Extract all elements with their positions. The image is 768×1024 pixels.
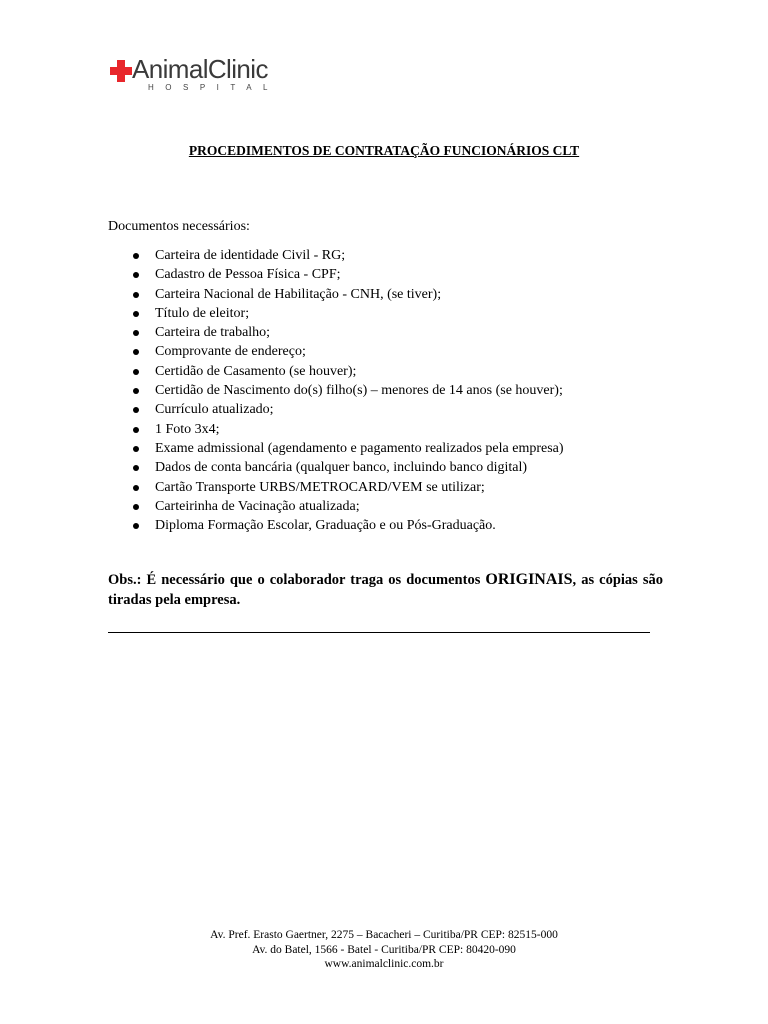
bullet-icon: [133, 272, 139, 278]
animalclinic-logo: [108, 56, 288, 96]
logo-subtitle: HOSPITAL: [148, 83, 279, 92]
bullet-icon: [133, 292, 139, 298]
bullet-icon: [133, 349, 139, 355]
list-item-text: Exame admissional (agendamento e pagamento realizados pela empresa): [155, 440, 564, 456]
list-item-text: Currículo atualizado;: [155, 402, 274, 418]
footer-address-bacacheri: Av. Pref. Erasto Gaertner, 2275 – Bacacheri – Curitiba/PR CEP: 82515-000: [210, 929, 558, 941]
list-item-text: Certidão de Nascimento do(s) filho(s) – menores de 14 anos (se houver);: [155, 383, 563, 399]
list-item-text: Carteira de identidade Civil - RG;: [155, 248, 346, 263]
list-item-text: Título de eleitor;: [155, 305, 250, 321]
list-item: [108, 246, 564, 265]
list-item: [108, 362, 564, 381]
page-footer: [0, 928, 768, 972]
bullet-icon: [133, 388, 139, 394]
list-item: [108, 478, 564, 497]
list-item-text: Carteirinha de Vacinação atualizada;: [155, 498, 360, 514]
list-item: [108, 265, 564, 284]
list-item-text: 1 Foto 3x4;: [155, 421, 220, 437]
list-item: [108, 304, 564, 323]
list-item-text: Diploma Formação Escolar, Graduação e ou Pós-Graduação.: [155, 518, 496, 534]
bullet-icon: [133, 446, 139, 452]
list-item: [108, 381, 564, 400]
list-item-text: Cadastro de Pessoa Física - CPF;: [155, 267, 341, 283]
document-title: PROCEDIMENTOS DE CONTRATAÇÃO FUNCIONÁRIOS CLT: [188, 143, 580, 158]
originals-note: [108, 570, 663, 610]
list-item-text: Cartão Transporte URBS/METROCARD/VEM se utilizar;: [155, 479, 485, 495]
note-text-start: Obs.: É necessário que o colaborador traga os documentos: [108, 572, 486, 588]
list-item-text: Certidão de Casamento (se houver);: [155, 363, 357, 379]
bullet-icon: [133, 485, 139, 491]
list-item-text: Dados de conta bancária (qualquer banco, incluindo banco digital): [155, 460, 528, 476]
note-emphasis: ORIGINAIS: [485, 571, 573, 588]
bullet-icon: [133, 523, 139, 529]
list-item: [108, 420, 564, 439]
bullet-icon: [133, 253, 139, 259]
bullet-icon: [133, 504, 139, 510]
bullet-icon: [133, 407, 139, 413]
list-item: [108, 458, 564, 477]
footer-website: www.animalclinic.com.br: [324, 958, 444, 970]
horizontal-divider: [108, 632, 650, 633]
list-item: [108, 400, 564, 419]
list-item: [108, 439, 564, 458]
list-item: [108, 516, 564, 535]
footer-address-batel: Av. do Batel, 1566 - Batel - Curitiba/PR CEP: 80420-090: [252, 943, 516, 956]
bullet-icon: [133, 311, 139, 317]
bullet-icon: [133, 465, 139, 471]
bullet-icon: [133, 369, 139, 375]
list-item: [108, 497, 564, 516]
list-item-text: Carteira Nacional de Habilitação - CNH, (se tiver);: [155, 286, 442, 302]
red-cross-icon: [110, 60, 132, 82]
list-item: [108, 342, 564, 361]
note-text-end: , as cópias são tiradas pela empresa.: [108, 572, 663, 608]
required-documents-list: [108, 246, 564, 535]
bullet-icon: [133, 427, 139, 433]
bullet-icon: [133, 330, 139, 336]
list-item-text: Comprovante de endereço;: [155, 344, 306, 360]
list-item-text: Carteira de trabalho;: [155, 325, 271, 341]
logo-wordmark: AnimalClinic: [132, 54, 268, 84]
list-item: [108, 323, 564, 342]
documents-intro: Documentos necessários:: [108, 219, 250, 234]
list-item: [108, 285, 564, 304]
